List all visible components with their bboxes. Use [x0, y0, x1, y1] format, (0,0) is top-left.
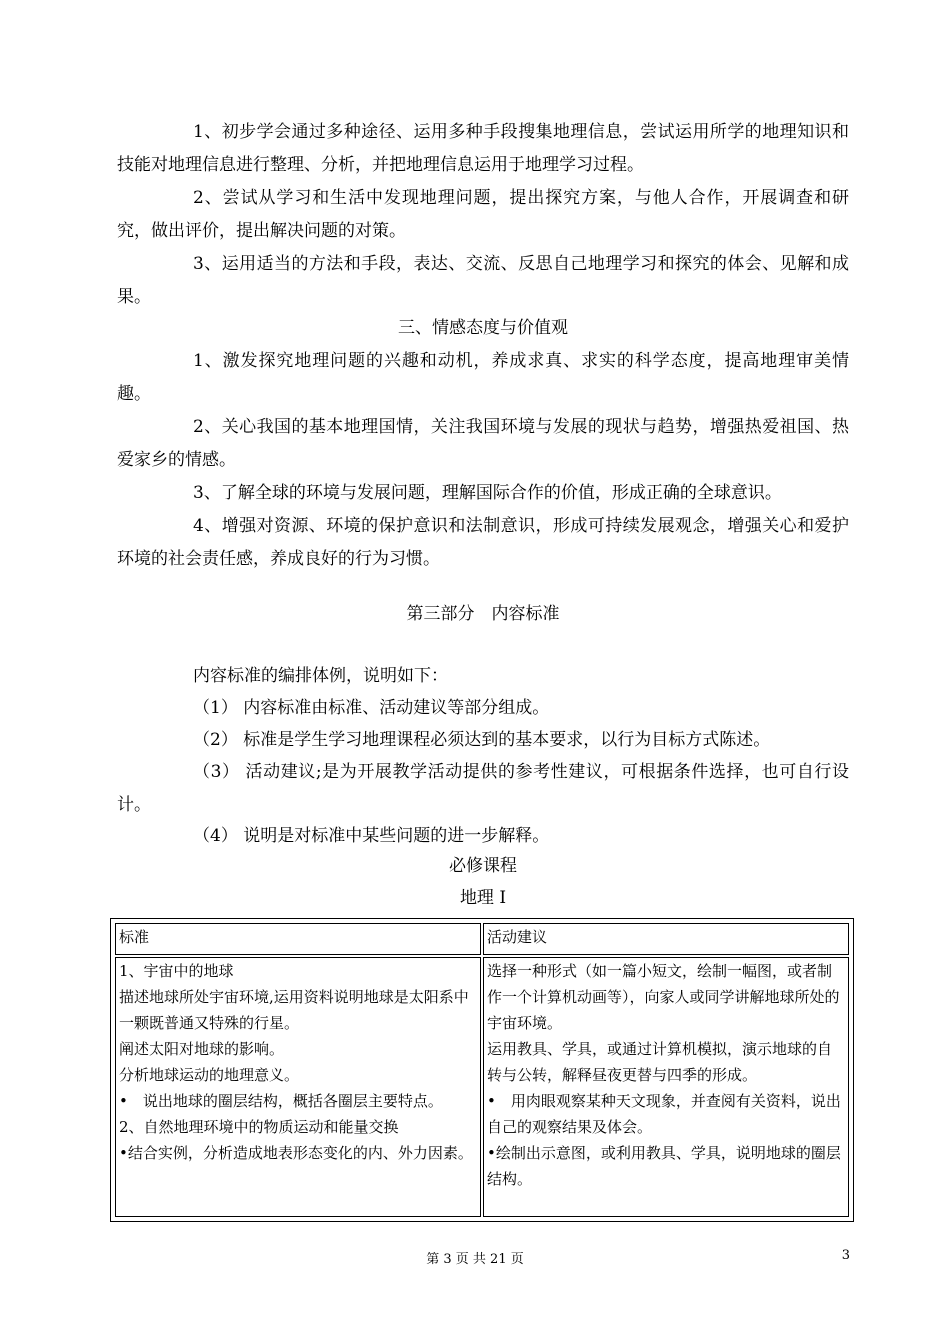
standards-table — [110, 918, 854, 1222]
paragraph-attitude-3: 3、了解全球的环境与发展问题，理解国际合作的价值，形成正确的全球意识。 — [193, 483, 782, 503]
table-header-row — [115, 923, 849, 955]
standard-item: 阐述太阳对地球的影响。 — [119, 1040, 285, 1058]
paragraph-attitude-2: 2、关心我国的基本地理国情，关注我国环境与发展的现状与趋势，增强热爱祖国、热爱家乡的情感。 — [117, 417, 849, 470]
activity-item: • 用肉眼观察某种天文现象，并查阅有关资料，说出自己的观察结果及体会。 — [487, 1092, 841, 1136]
format-note-3 — [117, 756, 849, 822]
activities-cell — [483, 957, 849, 1217]
paragraph-skill-3: 3、运用适当的方法和手段，表达、交流、反思自己地理学习和探究的体会、见解和成果。 — [117, 254, 849, 307]
standards-table-grid — [113, 921, 851, 1219]
paragraph-attitude-4: 4、增强对资源、环境的保护意识和法制意识，形成可持续发展观念，增强关心和爱护环境的社会责任感，养成良好的行为习惯。 — [117, 516, 849, 569]
paragraph-skill-1: 1、初步学会通过多种途径、运用多种手段搜集地理信息，尝试运用所学的地理知识和技能对地理信息进行整理、分析，并把地理信息运用于地理学习过程。 — [117, 122, 849, 175]
format-note-text: 标准是学生学习地理课程必须达到的基本要求，以行为目标方式陈述。 — [243, 730, 771, 750]
footer-page-number: 3 — [841, 1248, 850, 1263]
format-note-number: （2） — [193, 730, 238, 750]
paragraph-skill-2: 2、尝试从学习和生活中发现地理问题，提出探究方案，与他人合作，开展调查和研究，做出评价，提出解决问题的对策。 — [117, 188, 849, 241]
format-note-4 — [117, 820, 849, 853]
standard-item: •结合实例，分析造成地表形态变化的内、外力因素。 — [119, 1144, 473, 1162]
section-heading-attitude: 三、情感态度与价值观 — [398, 318, 568, 338]
standards-cell — [115, 957, 481, 1217]
format-note-number: （1） — [193, 698, 238, 718]
format-intro: 内容标准的编排体例，说明如下： — [193, 666, 448, 686]
standard-item: 描述地球所处宇宙环境,运用资料说明地球是太阳系中一颗既普通又特殊的行星。 — [119, 988, 469, 1032]
format-note-2 — [117, 724, 849, 757]
activity-item: 运用教具、学具，或通过计算机模拟，演示地球的自转与公转，解释昼夜更替与四季的形成。 — [487, 1040, 833, 1084]
activity-item: 选择一种形式（如一篇小短文，绘制一幅图，或者制作一个计算机动画等），向家人或同学讲解地球所处的宇宙环境。 — [487, 962, 840, 1032]
header-activity: 活动建议 — [483, 923, 849, 955]
course-heading: 必修课程 — [449, 856, 517, 876]
footer-page-count: 第 3 页 共 21 页 — [426, 1252, 524, 1267]
activity-item: •绘制出示意图，或利用教具、学具，说明地球的圈层结构。 — [487, 1144, 841, 1188]
format-note-number: （4） — [193, 826, 238, 846]
part-heading: 第三部分 内容标准 — [406, 604, 560, 624]
format-note-text: 内容标准由标准、活动建议等部分组成。 — [243, 698, 550, 718]
standard-item: • 说出地球的圈层结构，概括各圈层主要特点。 — [119, 1092, 443, 1110]
paragraph-attitude-1: 1、激发探究地理问题的兴趣和动机，养成求真、求实的科学态度，提高地理审美情趣。 — [117, 351, 849, 404]
table-row — [115, 957, 849, 1217]
standard-item: 2、自然地理环境中的物质运动和能量交换 — [119, 1118, 399, 1136]
format-note-number: （3） — [193, 762, 240, 782]
standard-item: 分析地球运动的地理意义。 — [119, 1066, 300, 1084]
module-heading: 地理 I — [459, 888, 507, 908]
format-note-text: 说明是对标准中某些问题的进一步解释。 — [243, 826, 550, 846]
format-note-text: 活动建议;是为开展教学活动提供的参考性建议，可根据条件选择，也可自行设计。 — [117, 762, 849, 815]
format-note-1 — [117, 692, 849, 725]
header-standard: 标准 — [115, 923, 481, 955]
standard-item: 1、宇宙中的地球 — [119, 962, 234, 980]
